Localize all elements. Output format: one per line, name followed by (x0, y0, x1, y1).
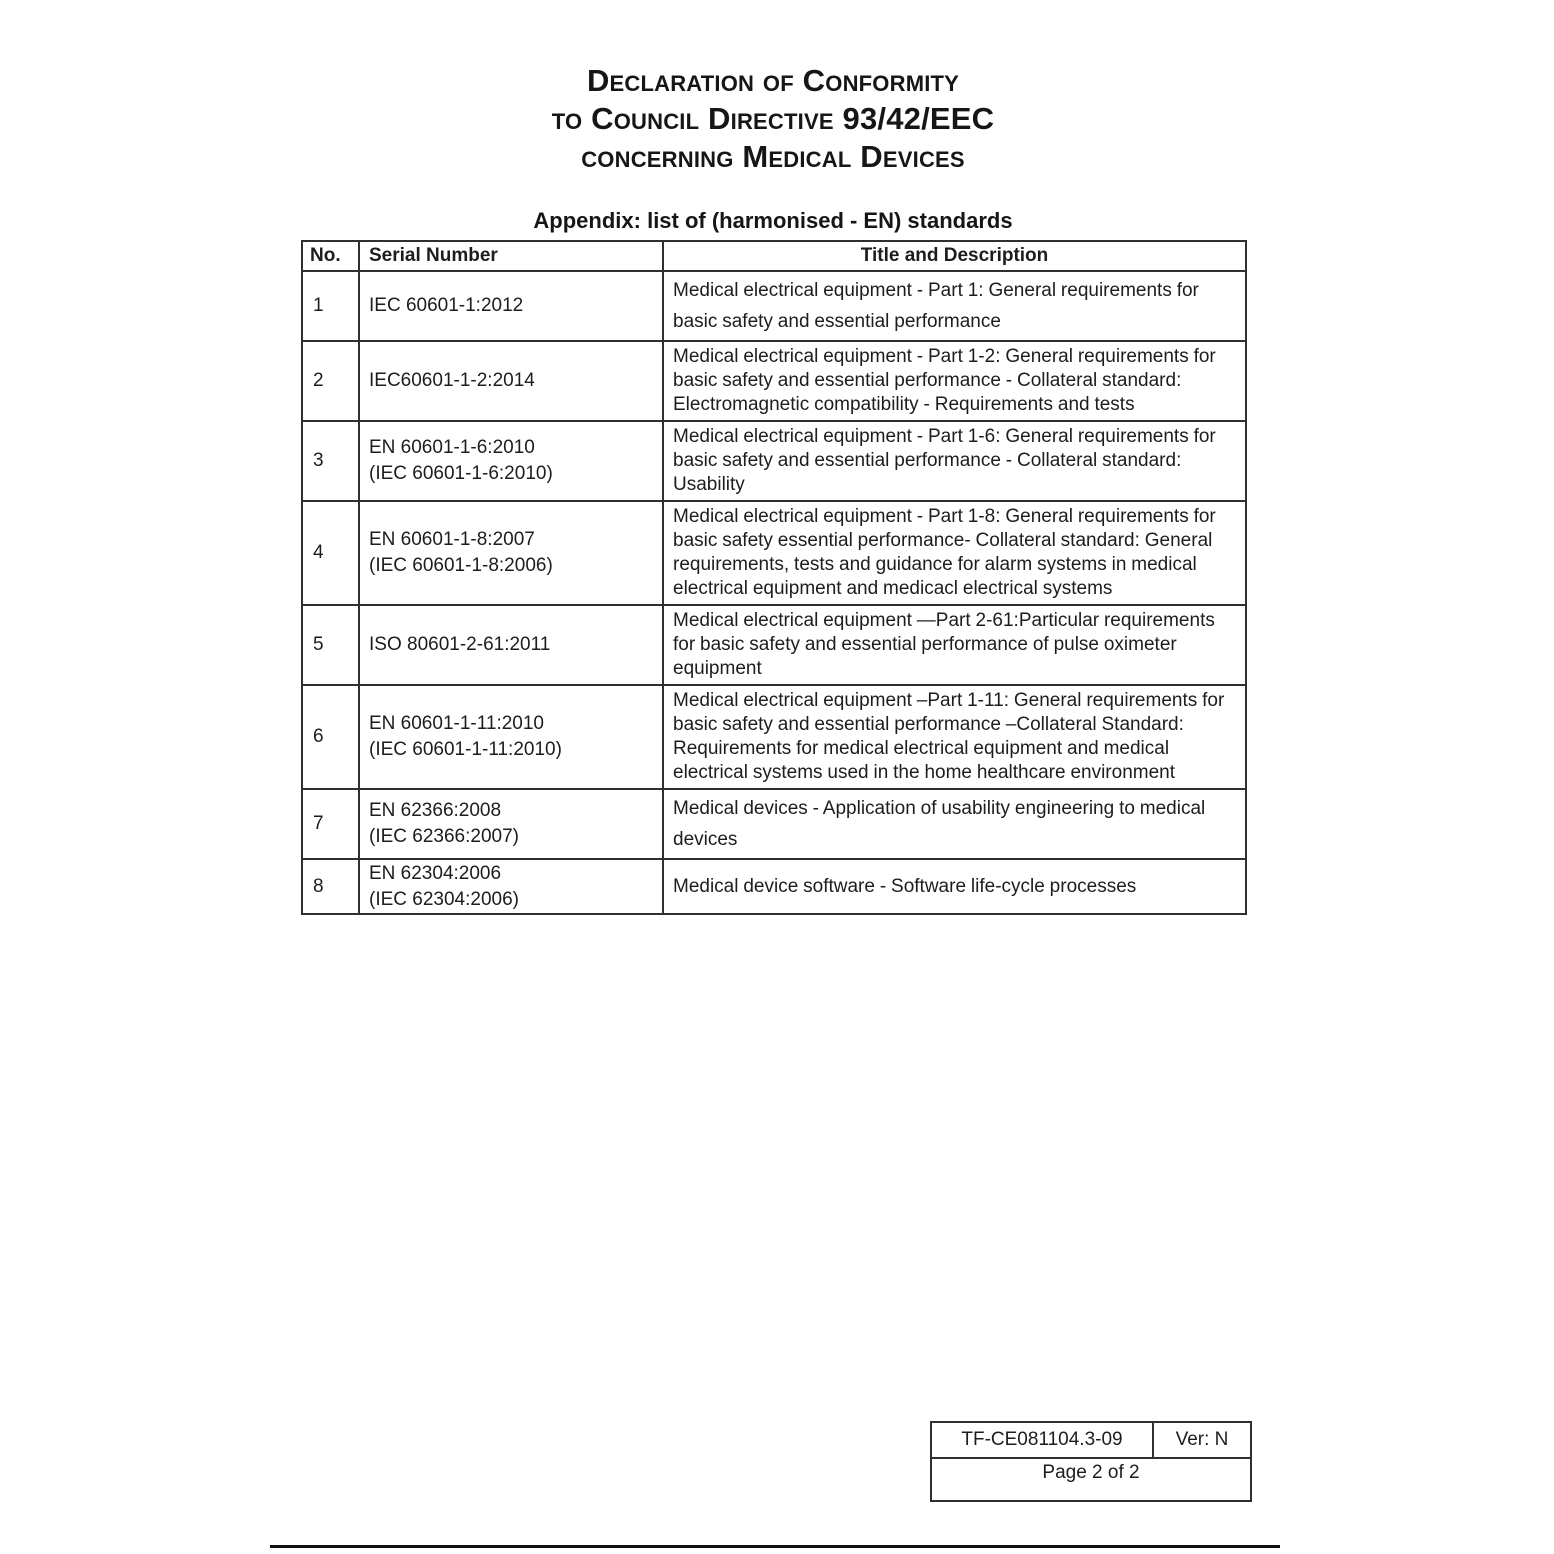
row-serial (359, 271, 663, 341)
serial-line-1: EN 60601-1-6:2010 (369, 437, 535, 458)
serial-line-1: IEC 60601-1:2012 (369, 295, 524, 316)
serial-line-2: (IEC 62366:2007) (369, 826, 519, 847)
table-row (302, 421, 1246, 501)
serial-line-1: EN 62366:2008 (369, 800, 502, 821)
footer-version: Ver: N (1153, 1422, 1251, 1458)
row-description: Medical devices - Application of usability engineering to medical devices (663, 789, 1246, 859)
header-title-description: Title and Description (663, 241, 1246, 271)
row-serial (359, 685, 663, 789)
row-no: 2 (302, 341, 359, 421)
serial-line-2: (IEC 60601-1-11:2010) (369, 739, 562, 760)
table-row (302, 271, 1246, 341)
footer-document-box (930, 1421, 1252, 1502)
row-no: 8 (302, 859, 359, 914)
title-line-2: to Council Directive 93/42/EEC (551, 101, 995, 136)
footer-row-top (931, 1422, 1251, 1458)
serial-line-1: EN 60601-1-11:2010 (369, 713, 544, 734)
document-title (301, 62, 1245, 176)
serial-line-2: (IEC 60601-1-6:2010) (369, 463, 553, 484)
footer-page-number: Page 2 of 2 (931, 1458, 1251, 1501)
header-no: No. (302, 241, 359, 271)
title-line-3: concerning Medical Devices (581, 139, 965, 174)
row-no: 3 (302, 421, 359, 501)
row-no: 4 (302, 501, 359, 605)
table-header-row (302, 241, 1246, 271)
serial-line-2: (IEC 60601-1-8:2006) (369, 555, 553, 576)
row-description: Medical electrical equipment –Part 1-11: General requirements for basic safety and essential performance –Collateral Standard: Requirements for medical electrical equipment and medical electrical systems used in the home healthcare environment (663, 685, 1246, 789)
row-serial (359, 789, 663, 859)
footer-divider-line (270, 1545, 1280, 1548)
row-description: Medical electrical equipment - Part 1-6: General requirements for basic safety and essential performance - Collateral standard: Usability (663, 421, 1246, 501)
table-row (302, 605, 1246, 685)
row-description: Medical electrical equipment - Part 1-2: General requirements for basic safety and essential performance - Collateral standard: Electromagnetic compatibility - Requirements and tests (663, 341, 1246, 421)
table-row (302, 685, 1246, 789)
header-serial-number: Serial Number (359, 241, 663, 271)
row-serial (359, 501, 663, 605)
row-description: Medical electrical equipment —Part 2-61:Particular requirements for basic safety and essential performance of pulse oximeter equipment (663, 605, 1246, 685)
table-row (302, 501, 1246, 605)
footer-doc-number: TF-CE081104.3-09 (931, 1422, 1153, 1458)
row-description: Medical device software - Software life-cycle processes (663, 859, 1246, 914)
title-line-1: Declaration of Conformity (586, 63, 960, 98)
table-row (302, 341, 1246, 421)
row-serial (359, 341, 663, 421)
row-description: Medical electrical equipment - Part 1: General requirements for basic safety and essential performance (663, 271, 1246, 341)
appendix-heading: Appendix: list of (harmonised - EN) standards (533, 208, 1013, 233)
row-no: 1 (302, 271, 359, 341)
standards-table (301, 240, 1247, 915)
serial-line-1: EN 62304:2006 (369, 862, 502, 884)
row-serial (359, 605, 663, 685)
row-serial (359, 859, 663, 914)
row-no: 5 (302, 605, 359, 685)
row-no: 7 (302, 789, 359, 859)
serial-line-1: EN 60601-1-8:2007 (369, 529, 535, 550)
row-no: 6 (302, 685, 359, 789)
row-serial (359, 421, 663, 501)
row-description: Medical electrical equipment - Part 1-8: General requirements for basic safety essential performance- Collateral standard: General requirements, tests and guidance for alarm systems in medical electrical equipment and medicacl electrical systems (663, 501, 1246, 605)
serial-line-1: ISO 80601-2-61:2011 (369, 634, 551, 655)
serial-line-1: IEC60601-1-2:2014 (369, 370, 535, 391)
table-row (302, 859, 1246, 914)
table-row (302, 789, 1246, 859)
footer-row-bottom (931, 1458, 1251, 1501)
serial-line-2: (IEC 62304:2006) (369, 888, 519, 910)
